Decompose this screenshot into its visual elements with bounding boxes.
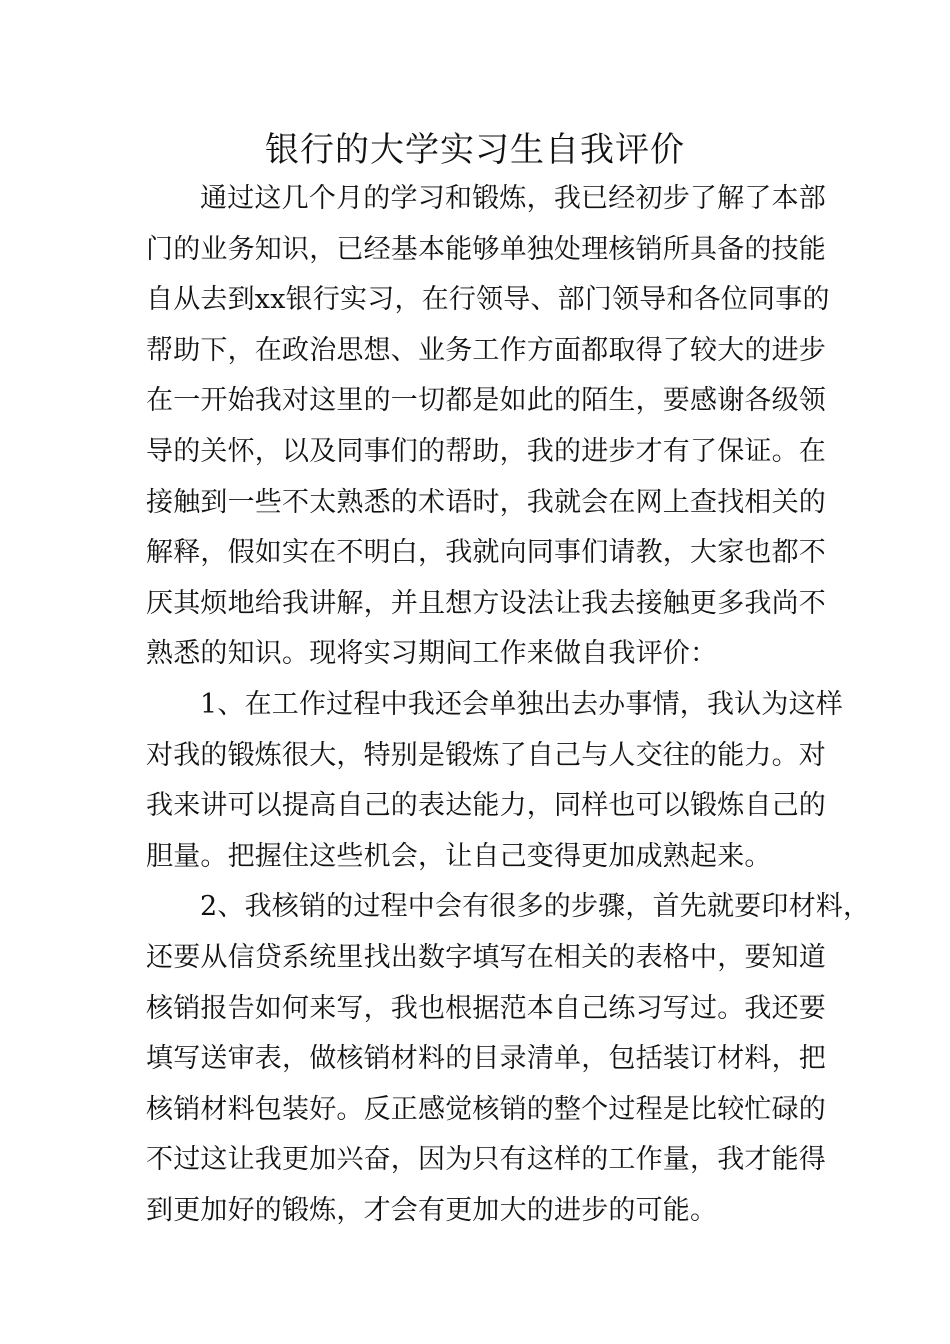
- document-body: [146, 174, 871, 1236]
- body-line: 到更加好的锻炼，才会有更加大的进步的可能。: [146, 1194, 718, 1226]
- body-line: 不过这让我更加兴奋，因为只有这样的工作量，我才能得: [146, 1144, 826, 1176]
- body-line: 还要从信贷系统里找出数字填写在相关的表格中，要知道: [146, 941, 826, 973]
- body-line: 通过这几个月的学习和锻炼，我已经初步了解了本部: [200, 183, 826, 214]
- body-line: 帮助下，在政治思想、业务工作方面都取得了较大的进步: [146, 334, 826, 366]
- body-line: 核销材料包装好。反正感觉核销的整个过程是比较忙碌的: [146, 1093, 826, 1125]
- body-line: 我来讲可以提高自己的表达能力，同样也可以锻炼自己的: [146, 790, 826, 822]
- body-line: 熟悉的知识。现将实习期间工作来做自我评价：: [146, 638, 718, 670]
- body-line: 对我的锻炼很大，特别是锻炼了自己与人交往的能力。对: [146, 739, 826, 771]
- body-line: 填写送审表，做核销材料的目录清单，包括装订材料，把: [146, 1043, 826, 1075]
- body-line: 自从去到xx银行实习，在行领导、部门领导和各位同事的: [146, 284, 830, 316]
- body-line: 接触到一些不太熟悉的术语时，我就会在网上查找相关的: [146, 486, 826, 518]
- body-line: 2、我核销的过程中会有很多的步骤，首先就要印材料，: [200, 891, 871, 923]
- body-line: 导的关怀，以及同事们的帮助，我的进步才有了保证。在: [146, 435, 826, 467]
- body-line: 厌其烦地给我讲解，并且想方设法让我去接触更多我尚不: [146, 587, 826, 619]
- body-line: 1、在工作过程中我还会单独出去办事情，我认为这样: [200, 688, 843, 720]
- body-line: 胆量。把握住这些机会，让自己变得更加成熟起来。: [146, 840, 772, 872]
- document-title: 银行的大学实习生自我评价: [265, 130, 685, 170]
- body-line: 门的业务知识，已经基本能够单独处理核销所具备的技能: [146, 233, 826, 265]
- body-line: 解释，假如实在不明白，我就向同事们请教，大家也都不: [146, 537, 826, 569]
- body-line: 核销报告如何来写，我也根据范本自己练习写过。我还要: [146, 992, 826, 1024]
- body-line: 在一开始我对这里的一切都是如此的陌生，要感谢各级领: [146, 385, 826, 417]
